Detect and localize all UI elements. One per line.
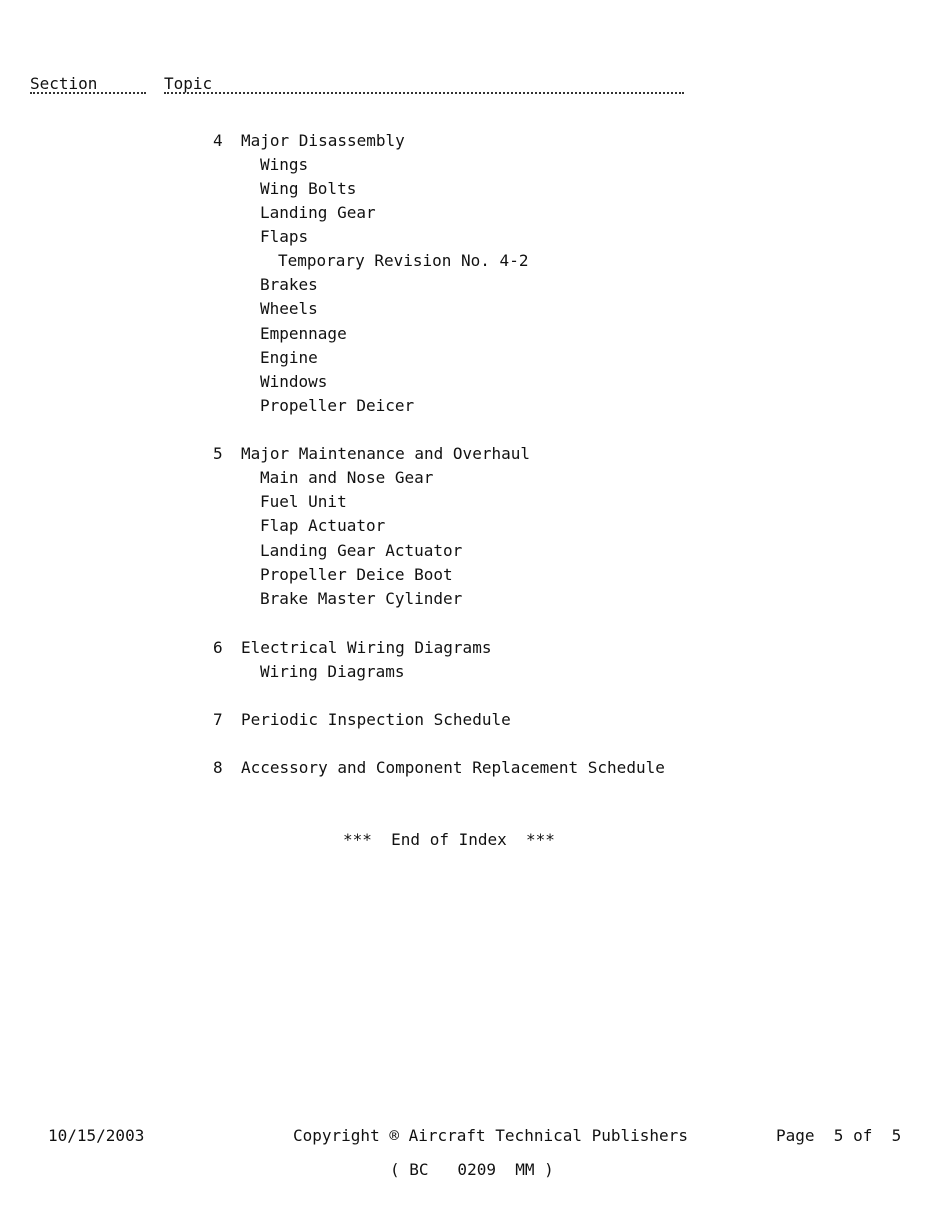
section-number: 7 — [213, 710, 223, 729]
footer-copyright: Copyright ® Aircraft Technical Publishers — [293, 1126, 688, 1145]
topic-subitem: Temporary Revision No. 4-2 — [278, 251, 529, 270]
footer-date: 10/15/2003 — [48, 1126, 145, 1145]
topic-item: Main and Nose Gear — [260, 468, 434, 487]
topic-item: Brakes — [260, 275, 318, 294]
section-title: Electrical Wiring Diagrams — [241, 638, 492, 657]
topic-item: Windows — [260, 372, 328, 391]
topic-item: Wiring Diagrams — [260, 662, 405, 681]
end-of-index-marker: *** End of Index *** — [343, 830, 555, 849]
topic-item: Propeller Deice Boot — [260, 565, 453, 584]
topic-item: Wheels — [260, 299, 318, 318]
topic-item: Engine — [260, 348, 318, 367]
section-title: Major Maintenance and Overhaul — [241, 444, 530, 463]
section-number: 5 — [213, 444, 223, 463]
section-number: 6 — [213, 638, 223, 657]
topic-item: Flap Actuator — [260, 516, 386, 535]
topic-item: Empennage — [260, 324, 347, 343]
footer-page-number: Page 5 of 5 — [776, 1126, 902, 1145]
topic-item: Fuel Unit — [260, 492, 347, 511]
section-title: Major Disassembly — [241, 131, 405, 150]
section-number: 8 — [213, 758, 223, 777]
topic-item: Wing Bolts — [260, 179, 357, 198]
topic-item: Landing Gear — [260, 203, 376, 222]
topic-item: Wings — [260, 155, 309, 174]
section-title: Accessory and Component Replacement Schedule — [241, 758, 665, 777]
topic-item: Flaps — [260, 227, 309, 246]
section-title: Periodic Inspection Schedule — [241, 710, 511, 729]
section-underline — [30, 92, 146, 94]
topic-item: Brake Master Cylinder — [260, 589, 463, 608]
section-column-label: Section — [30, 74, 98, 93]
topic-underline — [164, 92, 684, 94]
topic-column-label: Topic — [164, 74, 213, 93]
topic-item: Landing Gear Actuator — [260, 541, 463, 560]
section-number: 4 — [213, 131, 223, 150]
topic-item: Propeller Deicer — [260, 396, 415, 415]
footer-document-code: ( BC 0209 MM ) — [390, 1160, 554, 1179]
